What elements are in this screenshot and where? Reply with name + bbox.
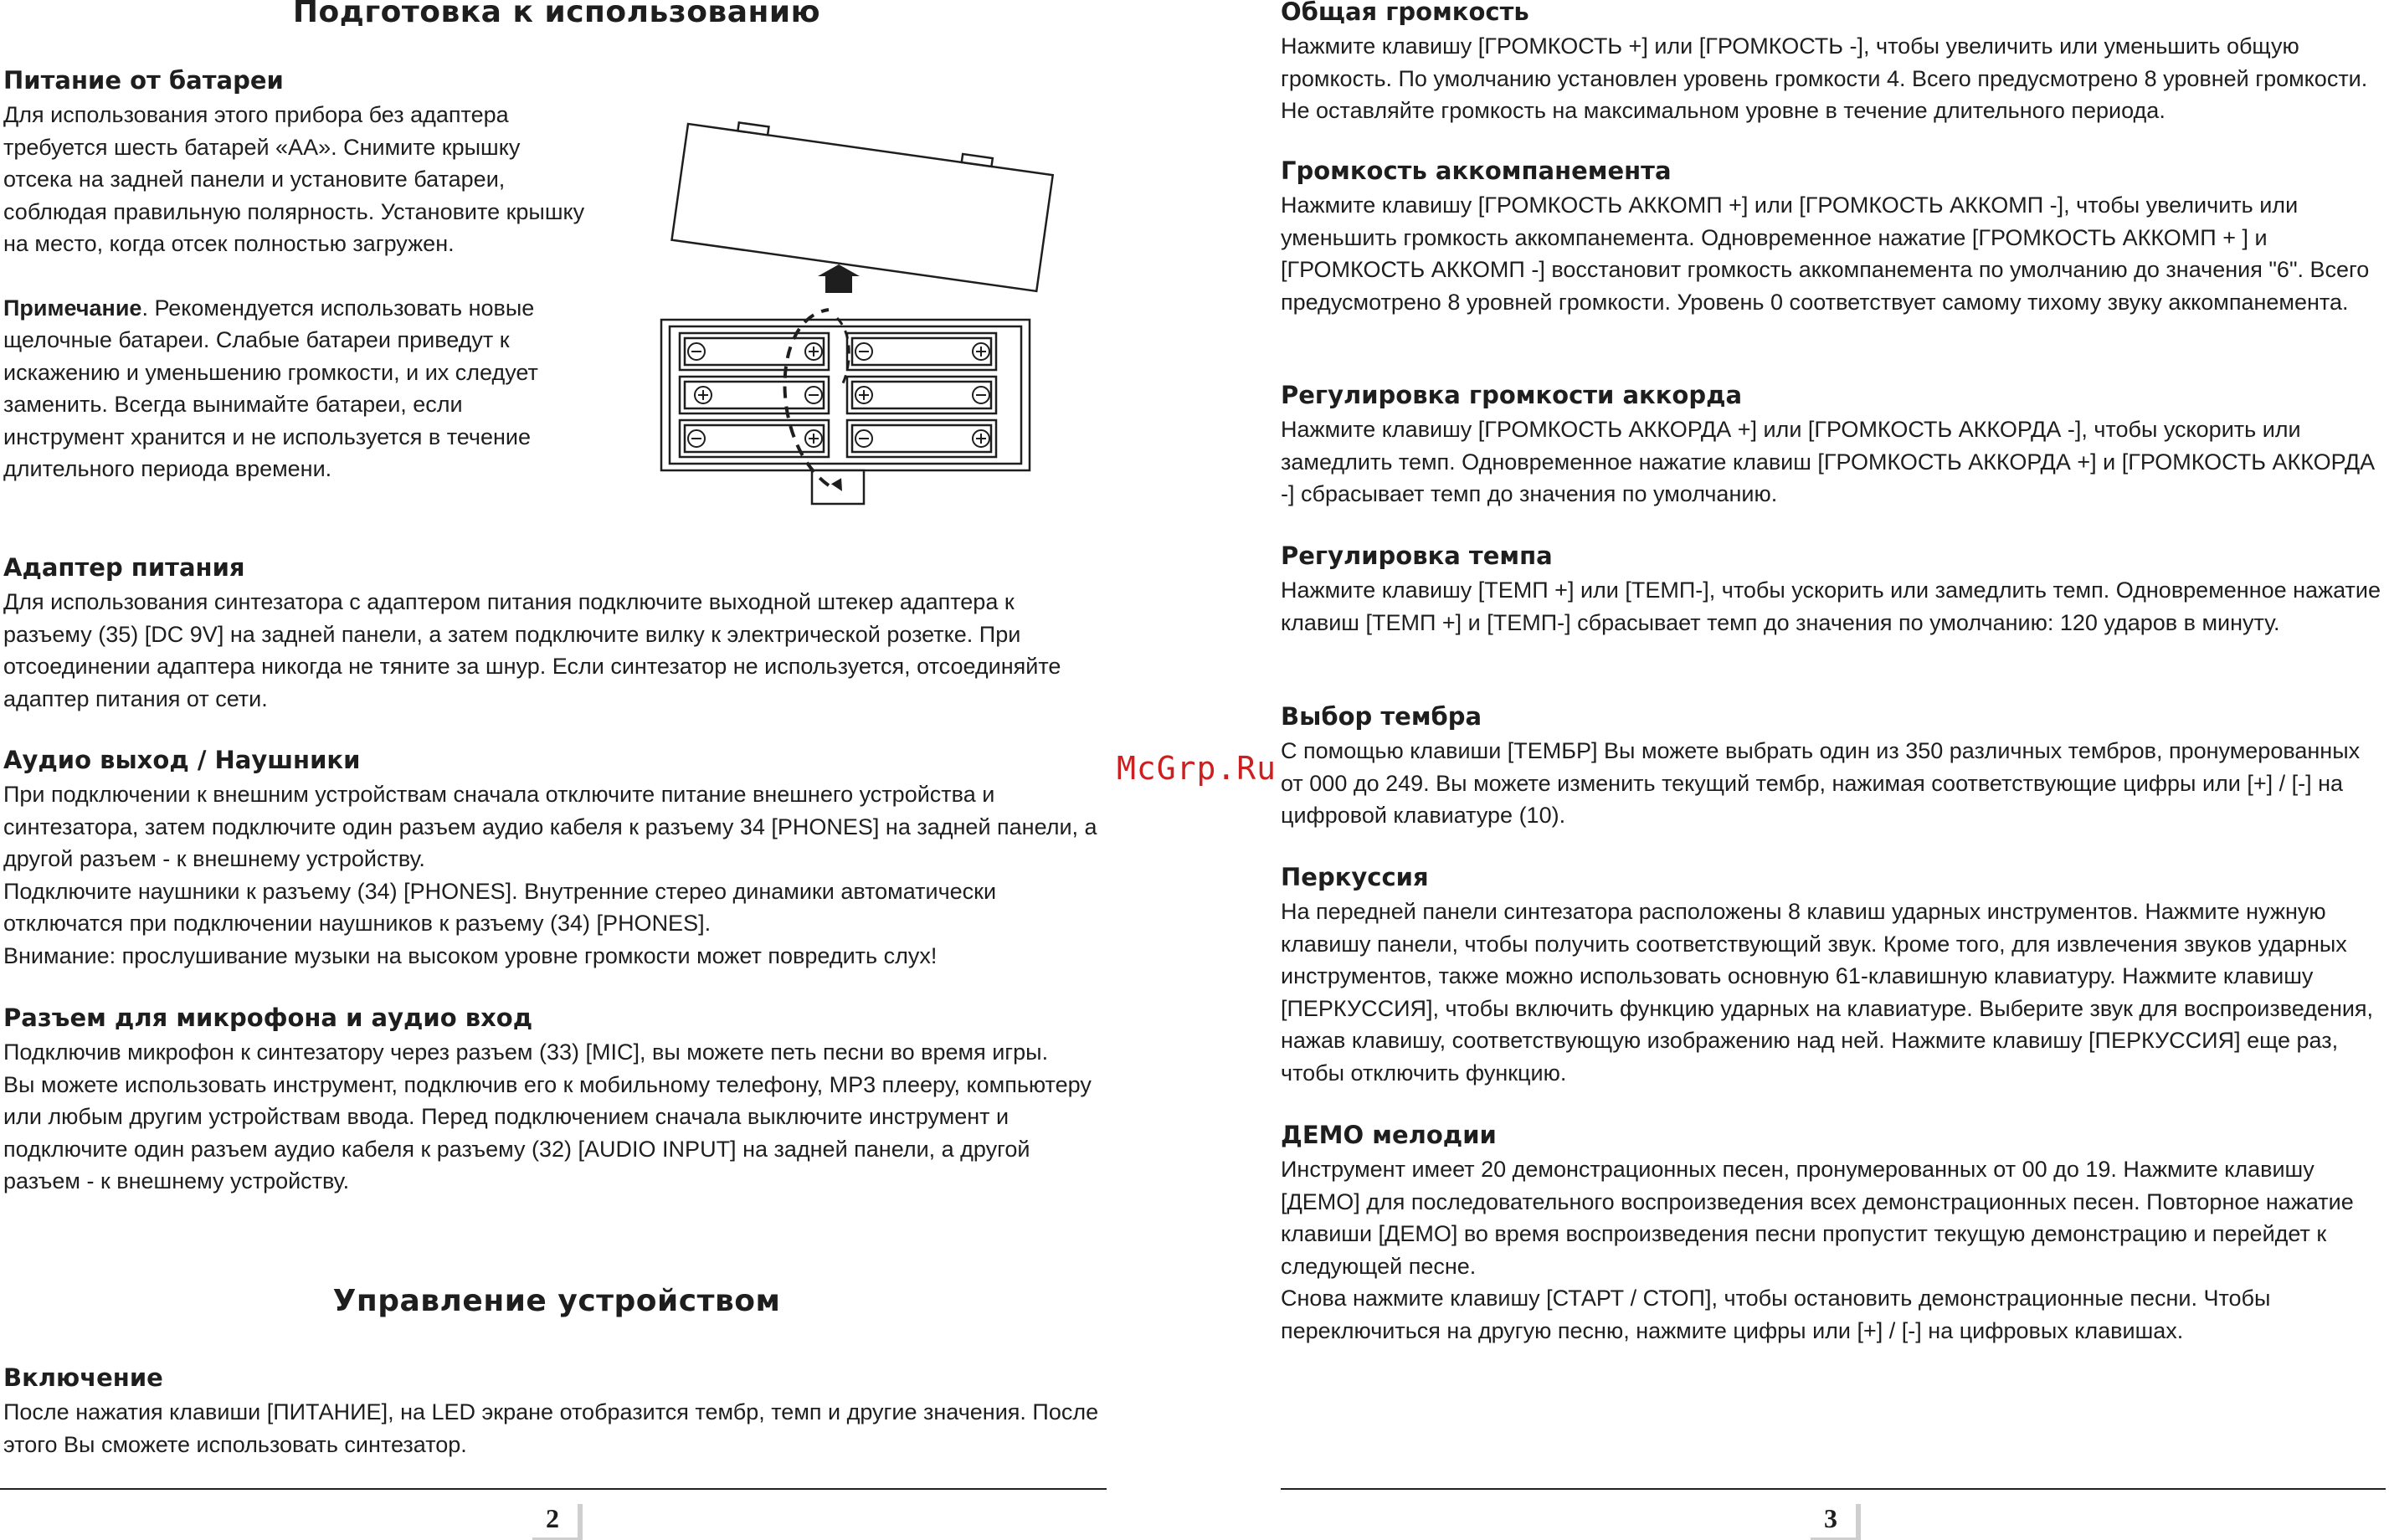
battery-tray [661,320,1030,470]
power-on-heading: Включение [3,1363,163,1392]
battery-note [3,292,589,485]
mic-text-2: Вы можете использовать инструмент, подключив его к мобильному телефону, MP3 плееру, компьютеру или любым другим устройствам ввода. Перед подключением сначала выключите инструмент и подключите один разъем аудио кабеля к разъему (32) [AUDIO INPUT] на задней панели, а другой разъем - к внешнему устройству. [3,1071,1092,1194]
audio-text-1: При подключении к внешним устройствам сначала отключите питание внешнего устройства и синтезатора, затем подключите один разъем аудио кабеля к разъему 34 [PHONES] на задней панели, а другой разъем - к внешнему устройству. [3,782,1097,871]
master-volume-heading: Общая громкость [1281,0,1529,26]
master-volume-text: Нажмите клавишу [ГРОМКОСТЬ +] или [ГРОМКОСТЬ -], чтобы увеличить или уменьшить общую громкость. По умолчанию установлен уровень громкости 4. Всего предусмотрено 8 уровней громкости. Не оставляйте громкость на максимальном уровне в течение длительного периода. [1281,33,2368,123]
section-title-control: Управление устройством [332,1284,781,1318]
footer-rule-right [1281,1488,2386,1490]
adapter-section [3,552,1100,715]
watermark: McGrp.Ru [1117,750,1277,787]
insert-arrow-icon [818,264,860,293]
demo-section [1281,1120,2386,1347]
timbre-heading: Выбор тембра [1281,702,1482,731]
timbre-section [1281,701,2386,832]
adapter-heading: Адаптер питания [3,553,245,582]
master-volume-section [1281,0,2386,127]
adapter-text: Для использования синтезатора с адаптером питания подключите выходной штекер адаптера к разъему (35) [DC 9V] на задней панели, а затем подключите вилку к электрической розетке. При отсоединении адаптера никогда не тяните за шнур. Если синтезатор не используется, отсоединяйте адаптер питания от сети. [3,589,1061,711]
chord-volume-heading: Регулировка громкости аккорда [1281,381,1743,409]
tempo-text: Нажмите клавишу [ТЕМП +] или [ТЕМП-], чтобы ускорить или замедлить темп. Одновременное нажатие клавиш [ТЕМП +] и [ТЕМП-] сбрасывает темп до значения по умолчанию: 120 ударов в минуту. [1281,578,2381,635]
left-page [0,0,1113,1540]
battery-compartment-diagram [653,117,1071,519]
audio-heading: Аудио выход / Наушники [3,746,361,774]
tempo-heading: Регулировка темпа [1281,542,1553,570]
audio-section [3,745,1100,972]
tempo-section [1281,541,2386,639]
acc-volume-heading: Громкость аккомпанемента [1281,157,1672,185]
battery-text: Для использования этого прибора без адаптера требуется шесть батарей «АА». Снимите крышку отсека на задней панели и установите батареи, соблюдая правильную полярность. Установите крышку на место, когда отсек полностью загружен. [3,102,585,256]
page-number-left: 2 [527,1499,578,1537]
section-title-preparation: Подготовка к использованию [292,0,821,29]
demo-text-1: Инструмент имеет 20 демонстрационных песен, пронумерованных от 00 до 19. Нажмите клавишу [ДЕМО] для последовательного воспроизведения всех демонстрационных песен. Повторное нажатие клавиши [ДЕМО] во время воспроизведения песни пропустит текущую демонстрацию и перейдет к следующей песне. [1281,1157,2354,1279]
note-text: . Рекомендуется использовать новые щелочные батареи. Слабые батареи приведут к искажению и уменьшению громкости, и их следует заменить. Всегда вынимайте батареи, если инструмент хранится и не используется в течение длительного периода времени. [3,295,538,481]
audio-text-3: Внимание: прослушивание музыки на высоком уровне громкости может повредить слух! [3,942,938,968]
compartment-lid [672,117,1055,291]
audio-text-2: Подключите наушники к разъему (34) [PHONES]. Внутренние стерео динамики автоматически отключатся при подключении наушников к разъему (34) [PHONES]. [3,878,997,936]
demo-heading: ДЕМО мелодии [1281,1121,1497,1149]
chord-volume-text: Нажмите клавишу [ГРОМКОСТЬ АККОРДА +] или [ГРОМКОСТЬ АККОРДА -], чтобы ускорить или замедлить темп. Одновременное нажатие клавиш [ГРОМКОСТЬ АККОРДА +] и [ГРОМКОСТЬ АККОРДА -] сбрасывает темп до значения по умолчанию. [1281,417,2376,506]
page-number-right: 3 [1806,1499,1856,1537]
power-on-section [3,1363,1108,1460]
mic-heading: Разъем для микрофона и аудио вход [3,1004,533,1032]
percussion-text: На передней панели синтезатора расположены 8 клавиш ударных инструментов. Нажмите нужную клавишу панели, чтобы получить соответствующий звук. Кроме того, для извлечения звуков ударных инструментов, также можно использовать основную 61-клавишную клавиатуру. Нажмите клавишу [ПЕРКУССИЯ], чтобы включить функцию ударных на клавиатуре. Выберите звук для воспроизведения, нажав клавишу, соответствующую изображению над ней. Нажмите клавишу [ПЕРКУССИЯ] еще раз, чтобы отключить функцию. [1281,899,2374,1086]
right-page [1281,0,2386,1540]
chord-volume-section [1281,380,2386,511]
power-on-text: После нажатия клавиши [ПИТАНИЕ], на LED экране отобразится тембр, темп и другие значения. После этого Вы сможете использовать синтезатор. [3,1399,1099,1457]
footer-rule-left [0,1488,1107,1490]
percussion-section [1281,862,2386,1089]
note-label: Примечание [3,295,142,321]
battery-section [3,65,589,485]
demo-text-2: Снова нажмите клавишу [СТАРТ / СТОП], чтобы остановить демонстрационные песни. Чтобы переключиться на другую песню, нажмите цифры или [+] / [-] на цифровых клавишах. [1281,1286,2271,1343]
mic-section [3,1003,1100,1198]
timbre-text: С помощью клавиши [ТЕМБР] Вы можете выбрать один из 350 различных тембров, пронумерованных от 000 до 249. Вы можете изменить текущий тембр, нажимая соответствующие цифры или [+] / [-] на цифровой клавиатуре (10). [1281,738,2361,828]
percussion-heading: Перкуссия [1281,863,1429,891]
acc-volume-text: Нажмите клавишу [ГРОМКОСТЬ АККОМП +] или [ГРОМКОСТЬ АККОМП -], чтобы увеличить или уменьшить громкость аккомпанемента. Одновременное нажатие [ГРОМКОСТЬ АККОМП + ] и [ГРОМКОСТЬ АККОМП -] восстановит громкость аккомпанемента по умолчанию до значения "6". Всего предусмотрено 8 уровней громкости. Уровень 0 соответствует самому тихому звуку аккомпанемента. [1281,192,2370,315]
battery-heading: Питание от батареи [3,66,284,95]
mic-text-1: Подключив микрофон к синтезатору через разъем (33) [MIC], вы можете петь песни во время игры. [3,1040,1049,1065]
acc-volume-section [1281,156,2386,318]
